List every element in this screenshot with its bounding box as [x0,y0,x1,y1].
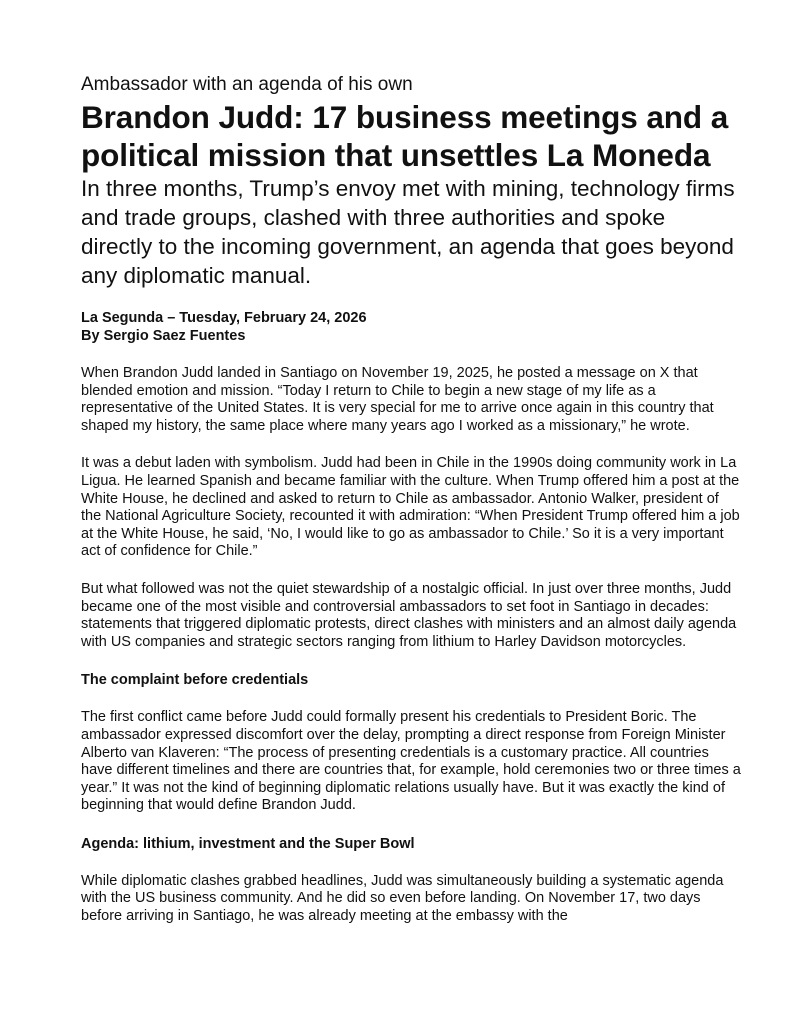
paragraph: The first conflict came before Judd could formally present his credentials to President Boric. The ambassador expressed discomfort over the delay, prompting a direct response from Foreign Minister Alberto van Klaveren: “The process of presenting credentials is a customary practice. All countries have different timelines and there are countries that, for example, hold ceremonies two or three times a year.” It was not the kind of beginning diplomatic relations usually have. But it was exactly the kind of beginning that would define Brandon Judd. [81,709,741,814]
article-dek: In three months, Trump’s envoy met with mining, technology firms and trade groups, clashed with three authorities and spoke directly to the incoming government, an agenda that goes beyond any diplomatic manual. [81,176,735,288]
source-line: La Segunda – Tuesday, February 24, 2026 [81,310,367,326]
section-heading: Agenda: lithium, investment and the Super Bowl [81,835,415,852]
section-heading: The complaint before credentials [81,672,309,689]
article [81,74,741,926]
byline [81,309,741,345]
paragraph: When Brandon Judd landed in Santiago on November 19, 2025, he posted a message on X that blended emotion and mission. “Today I return to Chile to begin a new stage of my life as a representative of the United States. It is very special for me to arrive once again in this country that shaped my history, the same place where many years ago I worked as a missionary,” he wrote. [81,365,714,434]
article-kicker: Ambassador with an agenda of his own [81,74,413,95]
paragraph: It was a debut laden with symbolism. Judd had been in Chile in the 1990s doing community work in La Ligua. He learned Spanish and became familiar with the culture. When Trump offered him a post at the White House, he declined and asked to return to Chile as ambassador. Antonio Walker, president of the National Agriculture Society, recounted it with admiration: “When President Trump offered him a job at the White House, he said, ‘No, I would like to go as ambassador to Chile.’ So it is a very important act of confidence for Chile.” [81,455,740,560]
article-headline: Brandon Judd: 17 business meetings and a political mission that unsettles La Moneda [81,99,729,173]
paragraph: But what followed was not the quiet stewardship of a nostalgic official. In just over three months, Judd became one of the most visible and controversial ambassadors to set foot in Santiago in decades: statements that triggered diplomatic protests, direct clashes with ministers and an almost daily agenda with US companies and strategic sectors ranging from lithium to Harley Davidson motorcycles. [81,580,737,650]
author-line: By Sergio Saez Fuentes [81,328,246,344]
paragraph: While diplomatic clashes grabbed headlines, Judd was simultaneously building a systematic agenda with the US business community. And he did so even before landing. On November 17, two days before arriving in Santiago, he was already meeting at the embassy with the [81,872,724,925]
